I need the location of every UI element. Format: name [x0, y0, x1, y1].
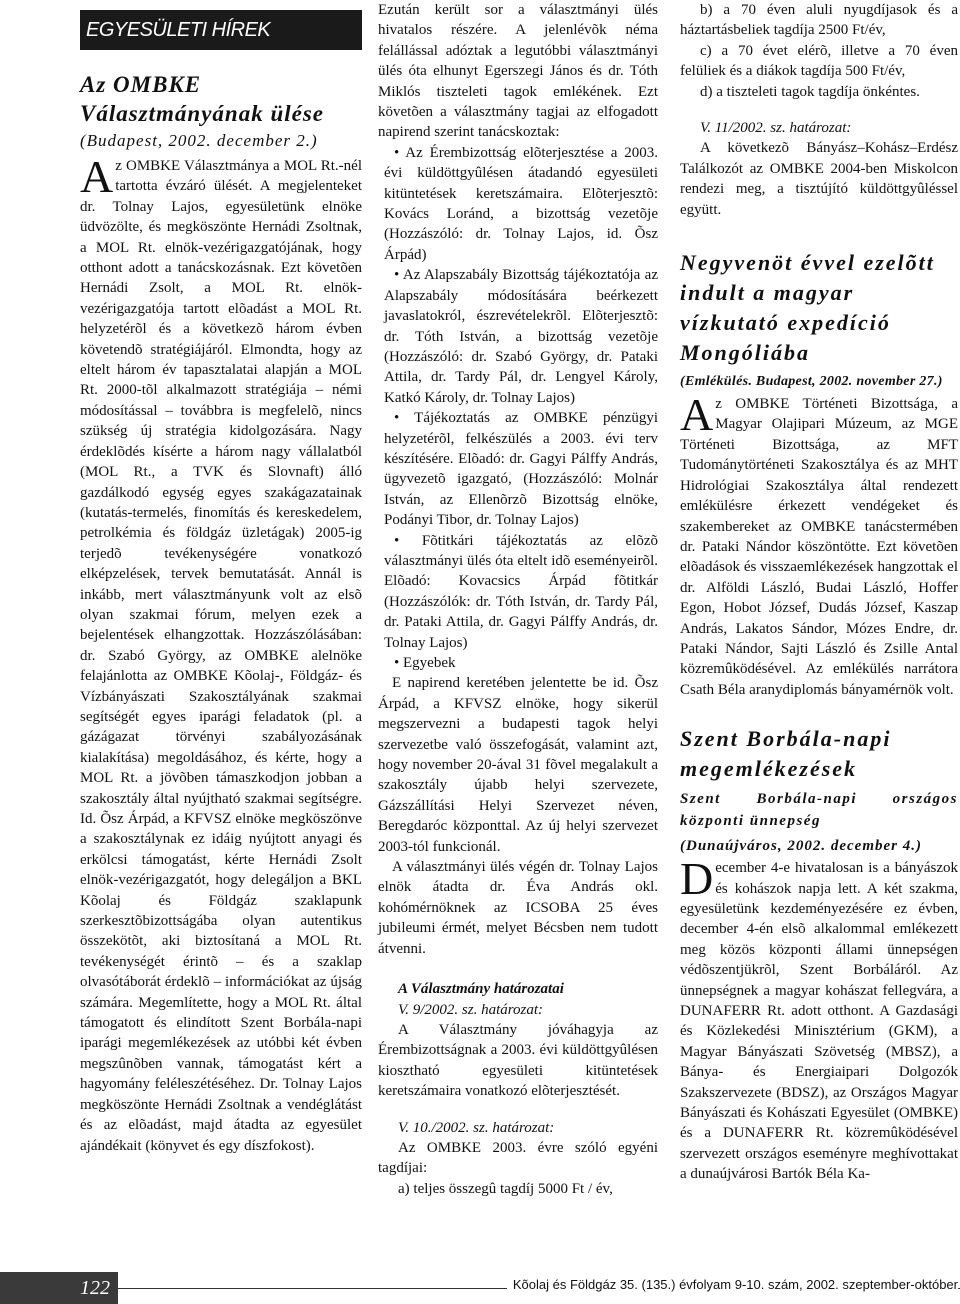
drop-cap: A [80, 151, 114, 202]
article2-dateline: (Emlékülés. Budapest, 2002. november 27.) [680, 374, 943, 390]
article2-text-body: z OMBKE Történeti Bizottsága, a Magyar Olajipari Múzeum, az MGE Történeti Bizottsága, az MFT Tudománytörténeti Szakosztálya és az MHT Hidrológiai Szakosztálya által rendezett emlékülésre érkezett vendégeket és szakembereket az OMBKE tanácstermében dr. Pataki Nándor köszöntötte. Ezt követõen elõadások és visszaemlékezések hangzottak el dr. Alföldi László, Budai László, Hoffer Egon, Hobot József, Dudás József, Kaszap András, Lakatos Sándor, Mózes Endre, dr. Pataki Nándor, Sajti László és Zsille Antal közremûködésével. Az emlékülés narrátora Csath Béla aranydiplomás bányamérnök volt. [680, 396, 958, 698]
agenda-item: • Fõtitkári tájékoztatás az elõzõ választmányi ülés óta eltelt idõ eseményeirõl. Elõadó: Kovacsics Árpád fõtitkár (Hozzászólók: dr. Tóth István, dr. Tardy Pál, dr. Pataki Attila, dr. Gagyi Pálffy András, dr. Tolnay Lajos) [384, 532, 658, 651]
article3-title: Szent Borbála-napi megemlékezések [680, 726, 892, 782]
paragraph-honor: A választmányi ülés végén dr. Tolnay Lajos elnök átadta dr. Éva András okl. kohómérnöknek az ICSOBA 25 éves jubileumi érmét, melyet Bécsben nem tudott átvenni. [378, 859, 658, 957]
article3-subtitle: Szent Borbála-napi országos központi ünnepség [680, 791, 958, 830]
resolution-number: V. 10./2002. sz. határozat: [398, 1119, 555, 1136]
resolution-text: A következõ Bányász–Kohász–Erdész Találkozót az OMBKE 2004-ben Miskolcon rendezi meg, a tisztújító küldöttgyûléssel együtt. [680, 140, 958, 218]
fee-item: c) a 70 évet elérõ, illetve a 70 éven felüliek és a diákok tagdíja 500 Ft/év, [680, 42, 958, 80]
resolution-text: Az OMBKE 2003. évre szóló egyéni tagdíjai: [378, 1139, 658, 1177]
article2-text [680, 389, 958, 700]
column-right [680, 0, 958, 1185]
article1-dateline: (Budapest, 2002. december 2.) [80, 131, 318, 150]
article1-title: Az OMBKE Választmányának ülése [80, 72, 325, 126]
column-left [80, 0, 362, 1156]
resolutions-heading: A Választmány határozatai [398, 981, 564, 998]
section-banner: EGYESÜLETI HÍREK [80, 10, 362, 50]
article1-intro: Ezután került sor a választmányi ülés hivatalos részére. A jelenlévõk néma felállással adóztak a legutóbbi választmányi ülés óta elhunyt Egerszegi János és dr. Tóth Miklós tiszteleti tagok emlékének. Ezt követõen a választmány tagjai az elfogadott napirend szerint tanácskoztak: [378, 2, 658, 141]
fee-item: d) a tiszteleti tagok tagdíja önkéntes. [700, 83, 920, 100]
page-number: 122 [0, 1272, 118, 1304]
article2-title: Negyvenöt évvel ezelõtt indult a magyar vízkutató expedíció Mongóliába [680, 250, 935, 366]
agenda-item: • Az Érembizottság elõterjesztése a 2003. évi küldöttgyûlésen átadandó egyesületi kitüntetések keretszámaira. Elõterjesztõ: Kovács Loránd, a bizottság vezetõje (Hozzászóló: dr. Tolnay Lajos, id. Õsz Árpád) [384, 144, 658, 263]
paragraph-egyebek: E napirend keretében jelentette be id. Õsz Árpád, a KFVSZ elnöke, hogy sikerül megszervezni a budapesti tagok helyi szervezetbe való összefogását, valamint azt, hogy november 20-ával 31 fõvel megalakult a szakosztály újabb helyi szervezete, Gázszállítási Helyi Szervezet néven, Beregdaróc központtal. Az új helyi szervezet 2003-tól funkcionál. [378, 675, 658, 855]
article3-dateline: (Dunaújváros, 2002. december 4.) [680, 838, 922, 855]
journal-footer: Kõolaj és Földgáz 35. (135.) évfolyam 9-10. szám, 2002. szeptember-október [507, 1277, 958, 1293]
agenda-item: • Egyebek [394, 655, 456, 671]
article1-paragraph1-text: z OMBKE Választmánya a MOL Rt.-nél tartotta évzáró ülését. A megjelenteket dr. Tolnay Lajos, egyesületünk elnöke üdvözölte, és megköszönte Hernádi Zsoltnak, a MOL Rt. elnök-vezérigazgatójának, hogy otthont adott a tanácskozásnak. Ezt követõen Hernádi Zsolt, a MOL Rt. elnök-vezérigazgatója tartott elõadást a MOL Rt. helyzetérõl és a következõ három évben követendõ stratégiájáról. Elmondta, hogy az eltelt három év tapasztalatai alapján a MOL Rt. 2000-tõl alkalmazott stratégiája – némi módosítással – továbbra is megfelelõ, nincs szükség új stratégia kidolgozására. Nagy érdeklõdés kísérte a három nagy vállalatból (MOL Rt., a TVK és Slovnaft) álló gazdálkodó egység egyes szakágazatainak (kutatás-termelés, finomítás és kereskedelem, petrolkémia és földgáz üzletágak) 2005-ig terjedõ tevékenységére vonatkozó elképzelések, tervek bemutatását. Annál is inkább, mert választmányunk volt az elsõ olyan szakmai fórum, melyen ezek a bejelentések elhangzottak. Hozzászólásában: dr. Szabó György, az OMBKE alelnöke felajánlotta az OMBKE Kõolaj-, Földgáz- és Vízbányászati Szakosztályának szakmai segítségét egyes iparági feladatok (pl. a gázágazat törvényi szabályozásának kialakítása) megoldásához, és kérte, hogy a MOL Rt. a jövõben támaszkodjon jobban a szakosztály által nyújtható szakmai segítségre. Id. Õsz Árpád, a KFVSZ elnöke megköszönve a szakosztálynak ez idáig nyújtott anyagi és erkölcsi támogatást, kérte Hernádi Zsolt elnök-vezérigazgatót, hogy delegáljon a BKL Kõolaj és Földgáz szaklapunk szerkesztõbizottságába olyan autentikus összekötõt, aki biztosítaná a MOL Rt. tevékenységét érintõ – és a szaklap olvasótáborát érdeklõ – információkat az újság számára. Megemlítette, hogy a MOL Rt. által támogatott és elindított Szent Borbála-napi iparági megemlékezések az utóbbi két évben megszûnõben vannak, támogatást kért a hagyomány feléleszétéséhez. Dr. Tolnay Lajos megköszönte Hernádi Zsoltnak a vendéglátást és az elõadást, majd átadta az egyesület ajándékait (könyvet és egy díszfokost). [80, 158, 362, 1154]
drop-cap: A [680, 389, 714, 441]
drop-cap: D [680, 853, 714, 905]
column-middle [378, 0, 658, 1199]
agenda-item: • Az Alapszabály Bizottság tájékoztatója az Alapszabály módosítására beérkezett javaslatokról, észrevételekrõl. Elõterjesztõ: dr. Tóth István, a bizottság vezetõje (Hozzászóló: dr. Szabó György, dr. Pataki Attila, dr. Tardy Pál, dr. Lengyel Károly, Katkó Károly, dr. Tolnay Lajos) [384, 267, 658, 406]
resolution-number: V. 9/2002. sz. határozat: [398, 1001, 544, 1018]
fee-item: b) a 70 éven aluli nyugdíjasok és a háztartásbeliek tagdíja 2500 Ft/év, [680, 2, 958, 39]
agenda-item: • Tájékoztatás az OMBKE pénzügyi helyzetérõl, felkészülés a 2003. évi terv készítésére. Elõadó: dr. Gagyi Pálffy András, ügyvezetõ igazgató, (Hozzászóló: Molnár István, az Ellenõrzõ Bizottság elnöke, Podányi Tibor, dr. Tolnay Lajos) [384, 410, 658, 529]
resolution-number: V. 11/2002. sz. határozat: [700, 120, 852, 137]
fee-item: a) teljes összegû tagdíj 5000 Ft / év, [398, 1180, 613, 1197]
article1-paragraph1 [80, 151, 362, 1156]
article3-text [680, 853, 958, 1185]
article3-text-body: ecember 4-e hivatalosan is a bányászok és kohászok napja lett. A két szakma, egyesületünk kezdeményezésére ez évben, december 4-én elsõ alkalommal emlékezett meg közös központi állami ünnepségen védõszentjükrõl, Szent Borbáláról. Az ünnepségnek a magyar kohászat fellegvára, a DUNAFERR Rt. adott otthont. A Gazdasági és Közlekedési Minisztérium (GKM), a Magyar Bányászati Szövetség (MBSZ), a Bánya- és Energiaipari Dolgozók Szakszervezete (BDSZ), az Országos Magyar Bányászati és Kohászati Egyesület (OMBKE) és a DUNAFERR Rt. közremûködésével szervezett országos eseményre meghívottakat a dunaújvárosi Bartók Béla Ka- [680, 860, 958, 1183]
resolution-text: A Választmány jóváhagyja az Érembizottságnak a 2003. évi küldöttgyûlésen kiosztható egyesületi kitüntetések keretszámaira vonatkozó elõterjesztését. [378, 1021, 658, 1100]
